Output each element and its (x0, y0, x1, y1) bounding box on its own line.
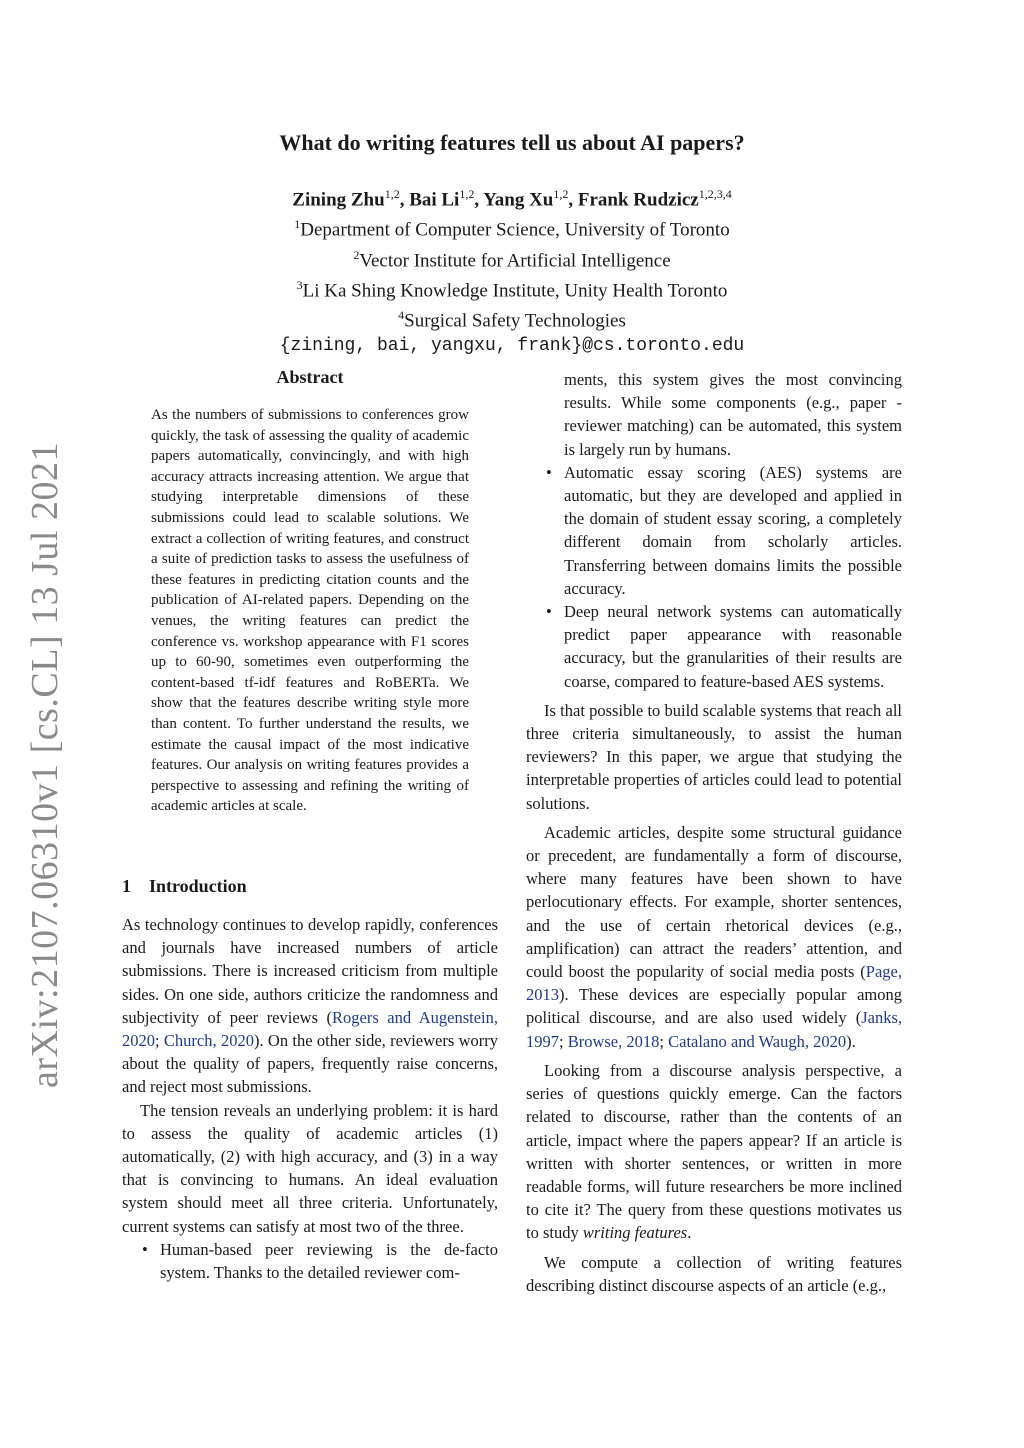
paragraph: The tension reveals an underlying problem: it is hard to assess the quality of academic articles (1) automatically, (2) with high accuracy, and (3) in a way that is convincing to humans. An ideal evaluation system should meet all three criteria. Unfortunately, current systems can satisfy at most two of the three. (122, 1100, 498, 1236)
paragraph: As technology continues to develop rapidly, conferences and journals have increased numbers of article submissions. There is increased criticism from multiple sides. On one side, authors criticize the randomness and subjectivity of peer reviews (Rogers and Augenstein, 2020; Church, 2020). On the other side, reviewers worry about the quality of papers, frequently raise concerns, and reject most submissions. (122, 915, 499, 1097)
affiliation: $^3$Li Ka Shing Knowledge Institute, Unity Health Toronto (296, 277, 728, 302)
arxiv-id-text: arXiv:2107.06310v1 [cs.CL] 13 Jul 2021 (24, 442, 66, 1088)
bullet-continuation: ments, this system gives the most convincing results. While some components (e.g., paper - reviewer matching) can be automated, this system is largely run by humans. (564, 370, 902, 459)
intro-body (122, 913, 498, 1284)
author-affil-sup: 1,2,3,4 (698, 187, 732, 201)
emphasis: writing features (582, 1223, 688, 1243)
affiliation: $^4$Surgical Safety Technologies (398, 308, 626, 332)
citation-link[interactable]: Catalano and Waugh, 2020 (668, 1031, 847, 1051)
author-affil-sup: 1,2 (459, 187, 475, 201)
author-affil-sup: 1,2 (553, 187, 569, 201)
citation-link[interactable]: Church, 2020 (163, 1031, 254, 1051)
author-email: {zining, bai, yangxu, frank}@cs.toronto.edu (279, 335, 745, 356)
bullet-item: • Deep neural network systems can automatically predict paper appearance with reasonable accuracy, but the granularities of their results are coarse, compared to feature-based AES systems. (526, 600, 902, 693)
citation-link[interactable]: Janks, 1997 (526, 1008, 902, 1051)
bullet-item: • Automatic essay scoring (AES) systems are automatic, but they are developed and applied in the domain of student essay scoring, a completely different domain from scholarly articles. Transferring between domains limits the possible accuracy. (526, 461, 902, 600)
paragraph: Looking from a discourse analysis perspective, a series of questions quickly emerge. Can the factors related to discourse, rather than the contents of an article, impact where the papers appear? If an article is written with shorter sentences, or written in more readable forms, will future researchers be more inclined to cite it? The query from these questions motivates us to study writing features. (526, 1060, 902, 1243)
author-affil-sup: 1,2 (384, 187, 400, 201)
author-name: Yang Xu (483, 189, 554, 211)
paragraph: Academic articles, despite some structural guidance or precedent, are fundamentally a form of discourse, where many features have been shown to have perlocutionary effects. For example, shorter sentences, and the use of certain rhetorical devices (e.g., amplification) can attract the readers’ attention, and could boost the popularity of social media posts (Page, 2013). These devices are especially popular among political discourse, and are also used widely (Janks, 1997; Browse, 2018; Catalano and Waugh, 2020). (526, 822, 902, 1051)
author-block (0, 182, 1024, 358)
author-names: Zining Zhu$^{1,2}$, Bai Li$^{1,2}$, Yang Xu$^{1,2}$, Frank Rudzicz$^{1,2,3,4}$ (292, 187, 732, 211)
affiliation: $^1$Department of Computer Science, University of Toronto (294, 217, 730, 241)
author-name: Bai Li (409, 189, 460, 211)
arxiv-identifier (20, 442, 70, 1088)
section-number: 1 (122, 876, 131, 896)
paper-title: What do writing features tell us about AI papers? (279, 130, 745, 155)
paragraph: Is that possible to build scalable systems that reach all three criteria simultaneously, to assist the human reviewers? In this paper, we argue that studying the interpretable properties of articles could lead to potential solutions. (526, 700, 902, 813)
citation-link[interactable]: Browse, 2018 (567, 1031, 660, 1051)
author-name: Frank Rudzicz (577, 189, 699, 211)
bullet-item: • Human-based peer reviewing is the de-facto system. Thanks to the detailed reviewer com- (122, 1238, 498, 1284)
author-name: Zining Zhu (292, 189, 385, 211)
citation-link[interactable]: Page, 2013 (526, 962, 902, 1005)
section-heading (122, 876, 247, 897)
section-title: Introduction (149, 876, 247, 896)
affiliation: $^2$Vector Institute for Artificial Intelligence (353, 247, 671, 271)
right-column (526, 368, 902, 1297)
bullet-list (526, 461, 902, 693)
citation-link[interactable]: Rogers and Augenstein, 2020 (122, 1007, 499, 1051)
paragraph: We compute a collection of writing features describing distinct discourse aspects of an article (e.g., (526, 1252, 902, 1295)
abstract-text: As the numbers of submissions to conferences grow quickly, the task of assessing the quality of academic papers automatically, convincingly, and with high accuracy attracts increasing attention. We argue that studying interpretable dimensions of these submissions could lead to scalable solutions. We extract a collection of writing features, and construct a suite of prediction tasks to assess the usefulness of these features in predicting citation counts and the publication of AI-related papers. Depending on the venues, the writing features can predict the conference vs. workshop appearance with F1 scores up to 60-90, sometimes even outperforming the content-based tf-idf features and RoBERTa. We show that the features describe writing style more than content. To further understand the results, we estimate the causal impact of the most indicative features. Our analysis on writing features provides a perspective to assessing and refining the writing of academic articles at scale. (151, 407, 469, 815)
abstract-heading: Abstract (276, 367, 344, 387)
bullet-list (122, 1238, 498, 1284)
